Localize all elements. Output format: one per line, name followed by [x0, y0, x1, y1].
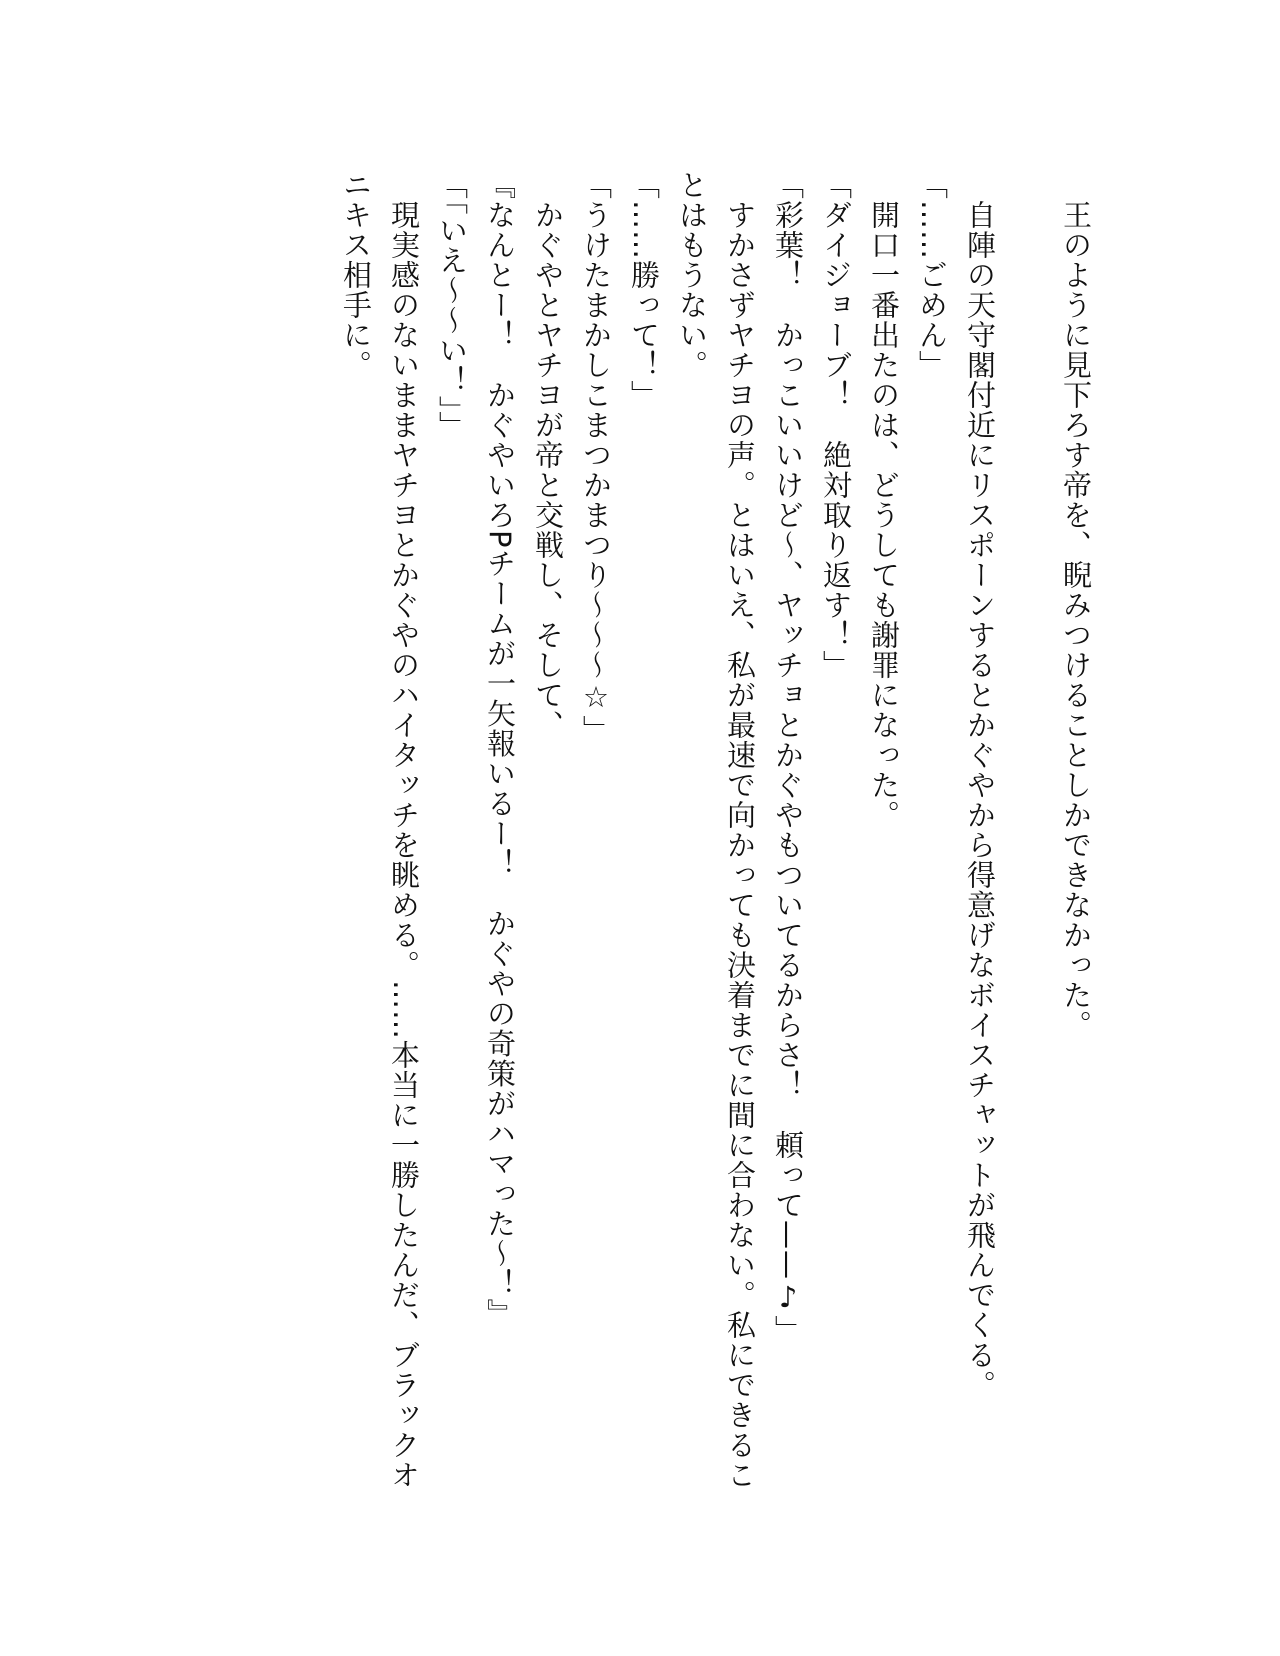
text-line: 現実感のないままヤチヨとかぐやのハイタッチを眺める。……本当に一勝したんだ、ブラックオ: [387, 170, 421, 1490]
text-line: 「「いえ〜〜い！」」: [435, 170, 469, 441]
text-line: すかさずヤチヨの声。とはいえ、私が最速で向かっても決着までに間に合わない。私にできるこ: [723, 170, 757, 1490]
text-line: 「ダイジョーブ！ 絶対取り返す！」: [819, 170, 853, 680]
text-line: とはもうない。: [675, 170, 709, 380]
vertical-text-block: [332, 170, 1100, 1530]
text-line: 「彩葉！ かっこいいけど〜、ヤッチョとかぐやもついてるからさ！ 頼って——♪」: [771, 170, 805, 1345]
text-line: 「……勝って！」: [627, 170, 661, 410]
text-line: 『なんとー！ かぐやいろPチームが一矢報いるー！ かぐやの奇策がハマった〜！』: [483, 170, 517, 1329]
text-line: 自陣の天守閣付近にリスポーンするとかぐやから得意げなボイスチャットが飛んでくる。: [963, 170, 997, 1400]
text-line: 「うけたまかしこまつかまつり〜〜〜☆」: [579, 170, 613, 745]
text-line: ニキス相手に。: [339, 170, 373, 380]
text-line: 「……ごめん」: [915, 170, 949, 380]
text-line: 開口一番出たのは、どうしても謝罪になった。: [867, 170, 901, 830]
text-line: 王のように見下ろす帝を、睨みつけることしかできなかった。: [1059, 170, 1093, 1040]
text-line: かぐやとヤチヨが帝と交戦し、そして、: [531, 170, 565, 740]
blank-line: [1004, 170, 1052, 1530]
